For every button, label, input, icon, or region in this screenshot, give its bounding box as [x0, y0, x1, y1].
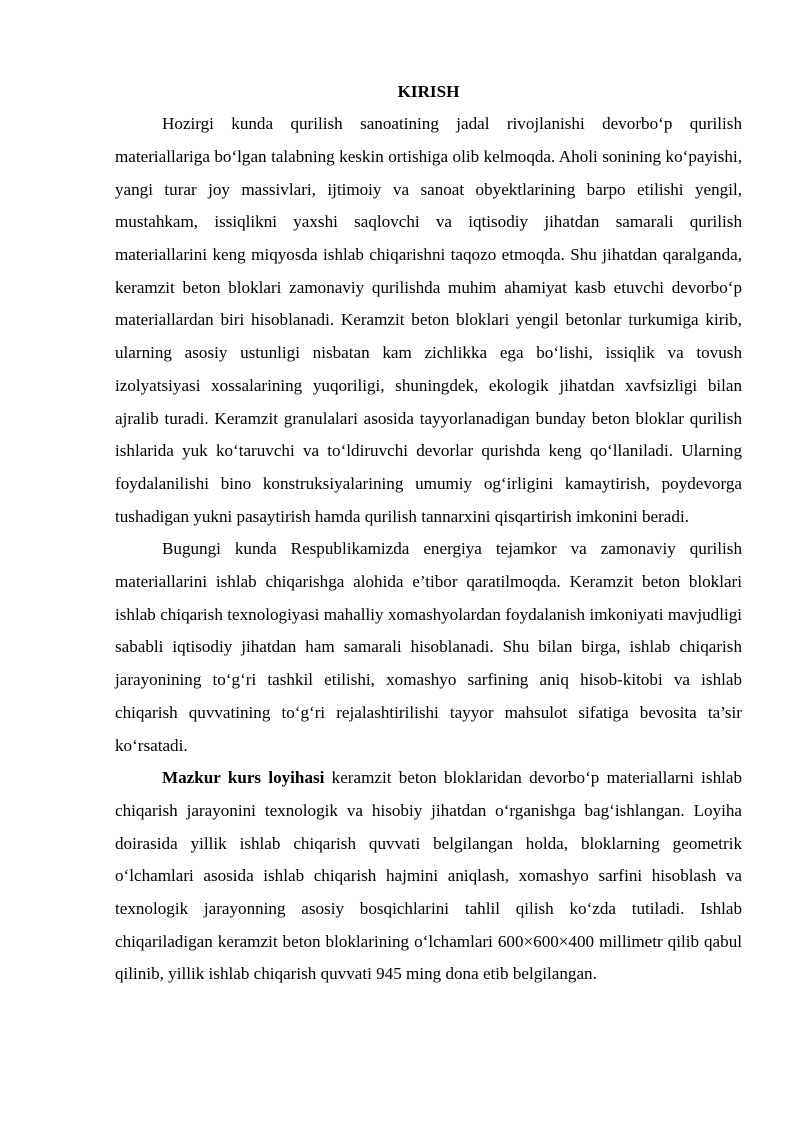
paragraph-text: keramzit beton bloklaridan devorbo‘p materiallarni ishlab chiqarish jarayonini texnologik va hisobiy jihatdan o‘rganishga bag‘ishlangan. Loyiha doirasida yillik ishlab chiqarish quvvati belgilangan holda, bloklarning geometrik o‘lchamlari asosida ishlab chiqarish hajmini aniqlash, xomashyo sarfini hisoblash va texnologik jarayonning asosiy bosqichlarini tahlil qilish ko‘zda tutiladi. Ishlab chiqariladigan keramzit beton bloklarining o‘lchamlari 600×600×400 millimetr qilib qabul qilinib, yillik ishlab chiqarish quvvati 945 ming dona etib belgilangan. [115, 768, 742, 984]
paragraph-text: Hozirgi kunda qurilish sanoatining jadal rivojlanishi devorbo‘p qurilish materiallariga bo‘lgan talabning keskin ortishiga olib kelmoqda. Aholi sonining ko‘payishi, yangi turar joy massivlari, ijtimoiy va sanoat obyektlarining barpo etilishi yengil, mustahkam, issiqlikni yaxshi saqlovchi va iqtisodiy jihatdan samarali qurilish materiallarini keng miqyosda ishlab chiqarishni taqozo etmoqda. Shu jihatdan qaralganda, keramzit beton bloklari zamonaviy qurilishda muhim ahamiyat kasb etuvchi devorbo‘p materiallardan biri hisoblanadi. Keramzit beton bloklari yengil betonlar turkumiga kirib, ularning asosiy ustunligi nisbatan kam zichlikka ega bo‘lishi, issiqlik va tovush izolyatsiyasi xossalarining yuqoriligi, shuningdek, ekologik jihatdan xavfsizligi bilan ajralib turadi. Keramzit granulalari asosida tayyorlanadigan bunday beton bloklar qurilish ishlarida yuk ko‘taruvchi va to‘ldiruvchi devorlar qurishda keng qo‘llaniladi. Ularning foydalanilishi bino konstruksiyalarining umumiy og‘irligini kamaytirish, poydevorga tushadigan yukni pasaytirish hamda qurilish tannarxini qisqartirish imkonini beradi. [115, 114, 742, 526]
paragraph-text: Bugungi kunda Respublikamizda energiya tejamkor va zamonaviy qurilish materiallarini ishlab chiqarishga alohida e’tibor qaratilmoqda. Keramzit beton bloklari ishlab chiqarish texnologiyasi mahalliy xomashyolardan foydalanish imkoniyati mavjudligi sababli iqtisodiy jihatdan ham samarali hisoblanadi. Shu bilan birga, ishlab chiqarish jarayonining to‘g‘ri tashkil etilishi, xomashyo sarfining aniq hisob-kitobi va ishlab chiqarish quvvatining to‘g‘ri rejalashtirilishi tayyor mahsulot sifatiga bevosita ta’sir ko‘rsatadi. [115, 539, 742, 755]
paragraph-project-scope [115, 762, 742, 991]
paragraph-republic-context [115, 533, 742, 762]
paragraph-introduction [115, 108, 742, 533]
paragraph-lead-bold: Mazkur kurs loyihasi [162, 768, 325, 788]
document-title: KIRISH [397, 82, 460, 101]
